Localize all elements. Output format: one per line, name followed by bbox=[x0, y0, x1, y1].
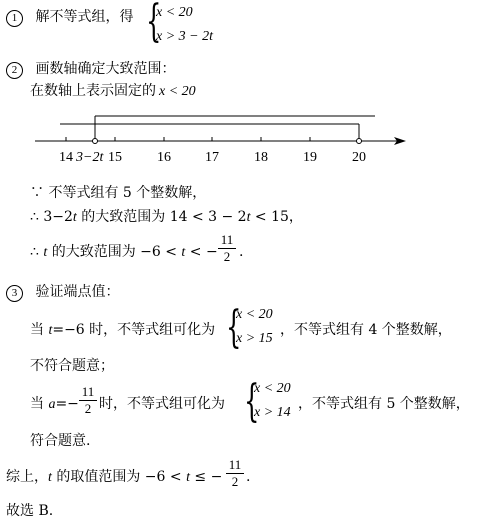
step2-line-c bbox=[30, 243, 218, 262]
axis-label-18: 18 bbox=[254, 150, 268, 165]
case1-brace: { bbox=[226, 302, 242, 353]
case1-sys-top: x < 20 bbox=[236, 307, 273, 322]
step2-line-a: ∵ 不等式组有 5 个整数解， bbox=[30, 185, 207, 201]
case2-frac-den: 2 bbox=[84, 401, 92, 416]
step2-line-b-t: t bbox=[72, 210, 77, 225]
step2-frac-num: 11 bbox=[220, 232, 234, 247]
axis-label-14: 14 bbox=[59, 150, 73, 165]
step2-line-c-end: . bbox=[239, 244, 244, 260]
summary-post: ≤ − bbox=[189, 469, 223, 485]
axis-label-16: 16 bbox=[157, 150, 171, 165]
step2-frac-den: 2 bbox=[223, 249, 231, 264]
axis-label-19: 19 bbox=[303, 150, 317, 165]
step2-subtitle-text: 在数轴上表示固定的 bbox=[30, 83, 156, 99]
answer-line: 故选 B. bbox=[6, 503, 54, 519]
step3-title: 验证端点值： bbox=[35, 284, 120, 300]
summary-frac-den: 2 bbox=[231, 474, 239, 489]
case1-sys-bot: x > 15 bbox=[236, 331, 273, 346]
step3-marker: 3 bbox=[6, 285, 23, 302]
step2-line-c-pre: ∴ bbox=[30, 244, 44, 260]
case2-post: ，不等式组有 5 个整数解， bbox=[298, 396, 470, 412]
step2-marker: 2 bbox=[6, 62, 23, 79]
step2-title: 画数轴确定大致范围： bbox=[35, 61, 176, 77]
summary-fraction bbox=[226, 458, 244, 489]
step2-line-b-end: < 15， bbox=[250, 209, 303, 225]
summary-t: t bbox=[48, 470, 52, 485]
case2-sys-bot: x > 14 bbox=[254, 405, 291, 420]
step2-line-c-mid: 的大致范围为 −6 < bbox=[47, 244, 182, 260]
case2-sys-top: x < 20 bbox=[254, 381, 291, 396]
case1-pre: 当 bbox=[30, 322, 49, 338]
case2-mid: 时，不等式组可化为 bbox=[99, 396, 225, 412]
case1-var: t bbox=[48, 323, 53, 338]
step2-subtitle-math: x < 20 bbox=[159, 84, 196, 99]
step2-line-c-post: < − bbox=[185, 244, 218, 260]
open-point-20 bbox=[357, 139, 362, 144]
summary-line bbox=[6, 468, 222, 487]
step1-sys-top: x < 20 bbox=[156, 5, 193, 20]
summary-mid: 的取值范围为 −6 < bbox=[51, 469, 187, 485]
case2-var: a bbox=[48, 397, 56, 412]
step2-fraction bbox=[218, 233, 236, 264]
case2-fraction bbox=[79, 385, 97, 416]
step1-text: 解不等式组，得 bbox=[35, 9, 134, 25]
step2-title-line bbox=[6, 60, 175, 79]
step1-brace: { bbox=[146, 0, 162, 47]
case1-post: ，不等式组有 4 个整数解， bbox=[280, 322, 452, 338]
step1-marker: 1 bbox=[6, 10, 23, 27]
case1-result: 不符合题意； bbox=[30, 358, 114, 374]
case1-line bbox=[30, 321, 215, 340]
step2-line-c-t: t bbox=[43, 245, 48, 260]
step1-sys-bot: x > 3 − 2t bbox=[156, 29, 213, 44]
case2-brace: { bbox=[244, 376, 260, 427]
axis-label-15: 15 bbox=[108, 150, 122, 165]
case2-result: 符合题意. bbox=[30, 433, 91, 449]
case2-val: =− bbox=[55, 396, 79, 412]
step2-line-b bbox=[30, 208, 303, 227]
axis-label-20: 20 bbox=[352, 150, 366, 165]
case2-pre: 当 bbox=[30, 396, 49, 412]
step2-line-c-t2: t bbox=[181, 245, 186, 260]
step1-line bbox=[6, 8, 133, 27]
case1-val: =−6 时，不等式组可化为 bbox=[52, 322, 216, 338]
step2-subtitle bbox=[30, 82, 196, 101]
open-point-3-2t bbox=[93, 139, 98, 144]
axis-label-17: 17 bbox=[205, 150, 219, 165]
summary-end: . bbox=[246, 469, 251, 485]
summary-t2: t bbox=[186, 470, 190, 485]
number-line-diagram bbox=[0, 110, 481, 170]
case2-line bbox=[30, 395, 79, 414]
case2-frac-num: 11 bbox=[81, 384, 95, 399]
step2-line-b-pre: ∴ 3−2 bbox=[30, 209, 73, 225]
summary-frac-num: 11 bbox=[228, 457, 242, 472]
step2-line-b-t2: t bbox=[246, 210, 251, 225]
summary-pre: 综上， bbox=[6, 469, 48, 485]
step3-title-line bbox=[6, 283, 119, 302]
step2-line-b-post: 的大致范围为 14 < 3 − 2 bbox=[76, 209, 247, 225]
axis-label-3-2t: 3−2t bbox=[76, 150, 104, 165]
